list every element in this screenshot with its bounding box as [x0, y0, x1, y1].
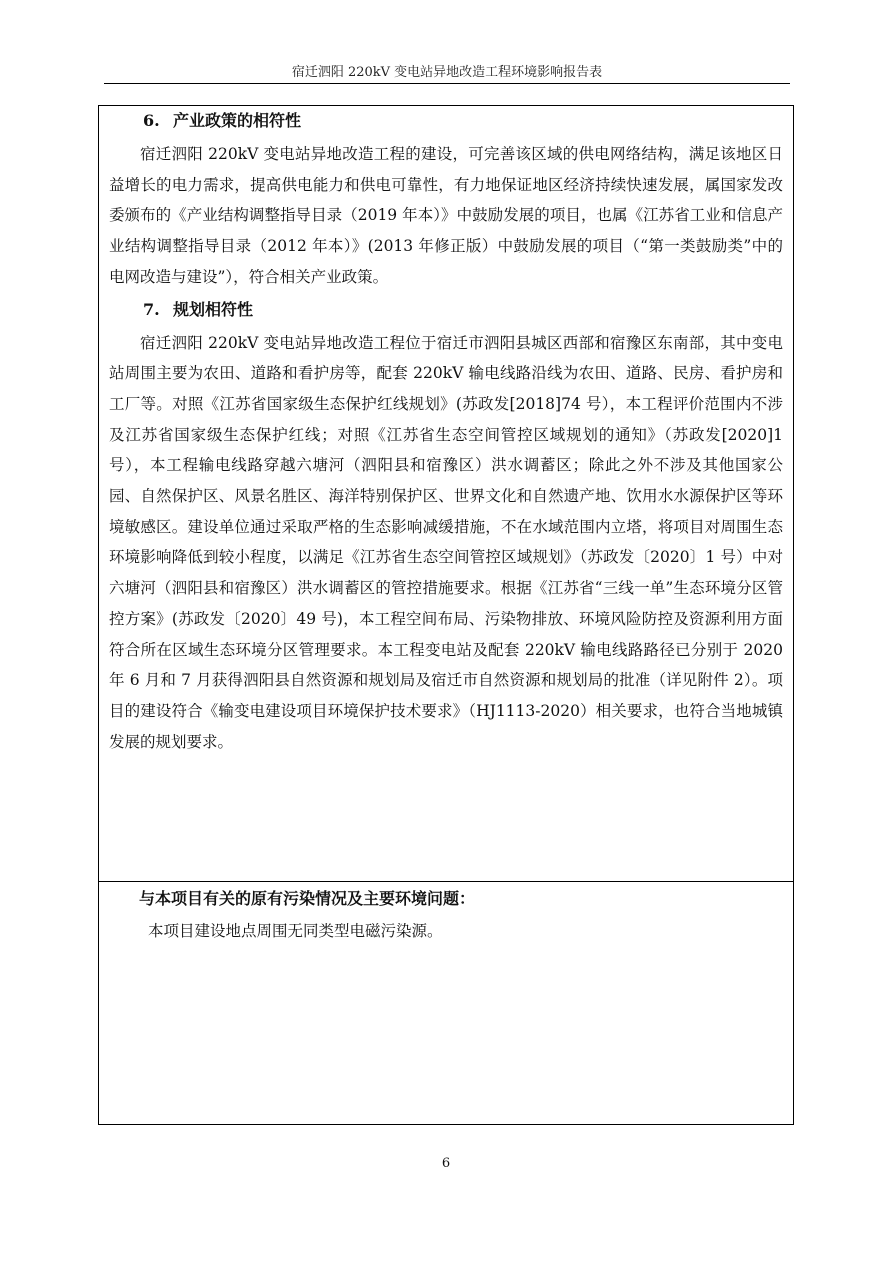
section-6-number: 6.: [143, 111, 160, 130]
section-6-heading: [109, 107, 783, 135]
policy-planning-section: [99, 106, 793, 760]
section-7-title: 规划相符性: [173, 299, 254, 319]
section-6-body: 宿迁泗阳 220kV 变电站异地改造工程的建设，可完善该区域的供电网络结构，满足该地区日益增长的电力需求，提高供电能力和供电可靠性，有力地保证地区经济持续快速发展，属国家发改委颁布的《产业结构调整指导目录（2019 年本）》中鼓励发展的项目，也属《江苏省工业和信息产业结构调整指导目录（2012 年本）》(2013 年修正版）中鼓励发展的项目（“第一类鼓励类”中的电网改造与建设”），符合相关产业政策。: [109, 145, 783, 286]
page-header-title: 宿迁泗阳 220kV 变电站异地改造工程环境影响报告表: [291, 65, 603, 80]
table-row-divider: [99, 881, 793, 882]
section-7-heading: [109, 296, 783, 324]
section-7-number: 7.: [143, 299, 160, 319]
pollution-issues-section: [99, 885, 793, 946]
issues-heading: 与本项目有关的原有污染情况及主要环境问题：: [139, 889, 476, 908]
section-6-title: 产业政策的相符性: [173, 111, 302, 130]
issues-text: 本项目建设地点周围无同类型电磁污染源。: [148, 922, 443, 940]
report-table-frame: [98, 105, 794, 1125]
section-7-body: 宿迁泗阳 220kV 变电站异地改造工程位于宿迁市泗阳县城区西部和宿豫区东南部，其中变电站周围主要为农田、道路和看护房等，配套 220kV 输电线路沿线为农田、道路、民房、看护房和工厂等。对照《江苏省国家级生态保护红线规划》(苏政发[2018]74 号），本工程评价范围内不涉及江苏省国家级生态保护红线；对照《江苏省生态空间管控区域规划的通知》（苏政发[2020]1 号），本工程输电线路穿越六塘河（泗阳县和宿豫区）洪水调蓄区；除此之外不涉及其他国家公园、自然保护区、风景名胜区、海洋特别保护区、世界文化和自然遗产地、饮用水水源保护区等环境敏感区。建设单位通过采取严格的生态影响减缓措施，不在水域范围内立塔，将项目对周围生态环境影响降低到较小程度，以满足《江苏省生态空间管控区域规划》（苏政发〔2020〕1 号）中对六塘河（泗阳县和宿豫区）洪水调蓄区的管控措施要求。根据《江苏省“三线一单”生态环境分区管控方案》(苏政发〔2020〕49 号)，本工程空间布局、污染物排放、环境风险防控及资源利用方面符合所在区域生态环境分区管理要求。本工程变电站及配套 220kV 输电线路路径已分别于 2020 年 6 月和 7 月获得泗阳县自然资源和规划局及宿迁市自然资源和规划局的批准（详见附件 2）。项目的建设符合《输变电建设项目环境保护技术要求》（HJ1113-2020）相关要求，也符合当地城镇发展的规划要求。: [109, 333, 783, 751]
header-rule: [104, 83, 790, 84]
page-number: 6: [441, 1156, 451, 1171]
